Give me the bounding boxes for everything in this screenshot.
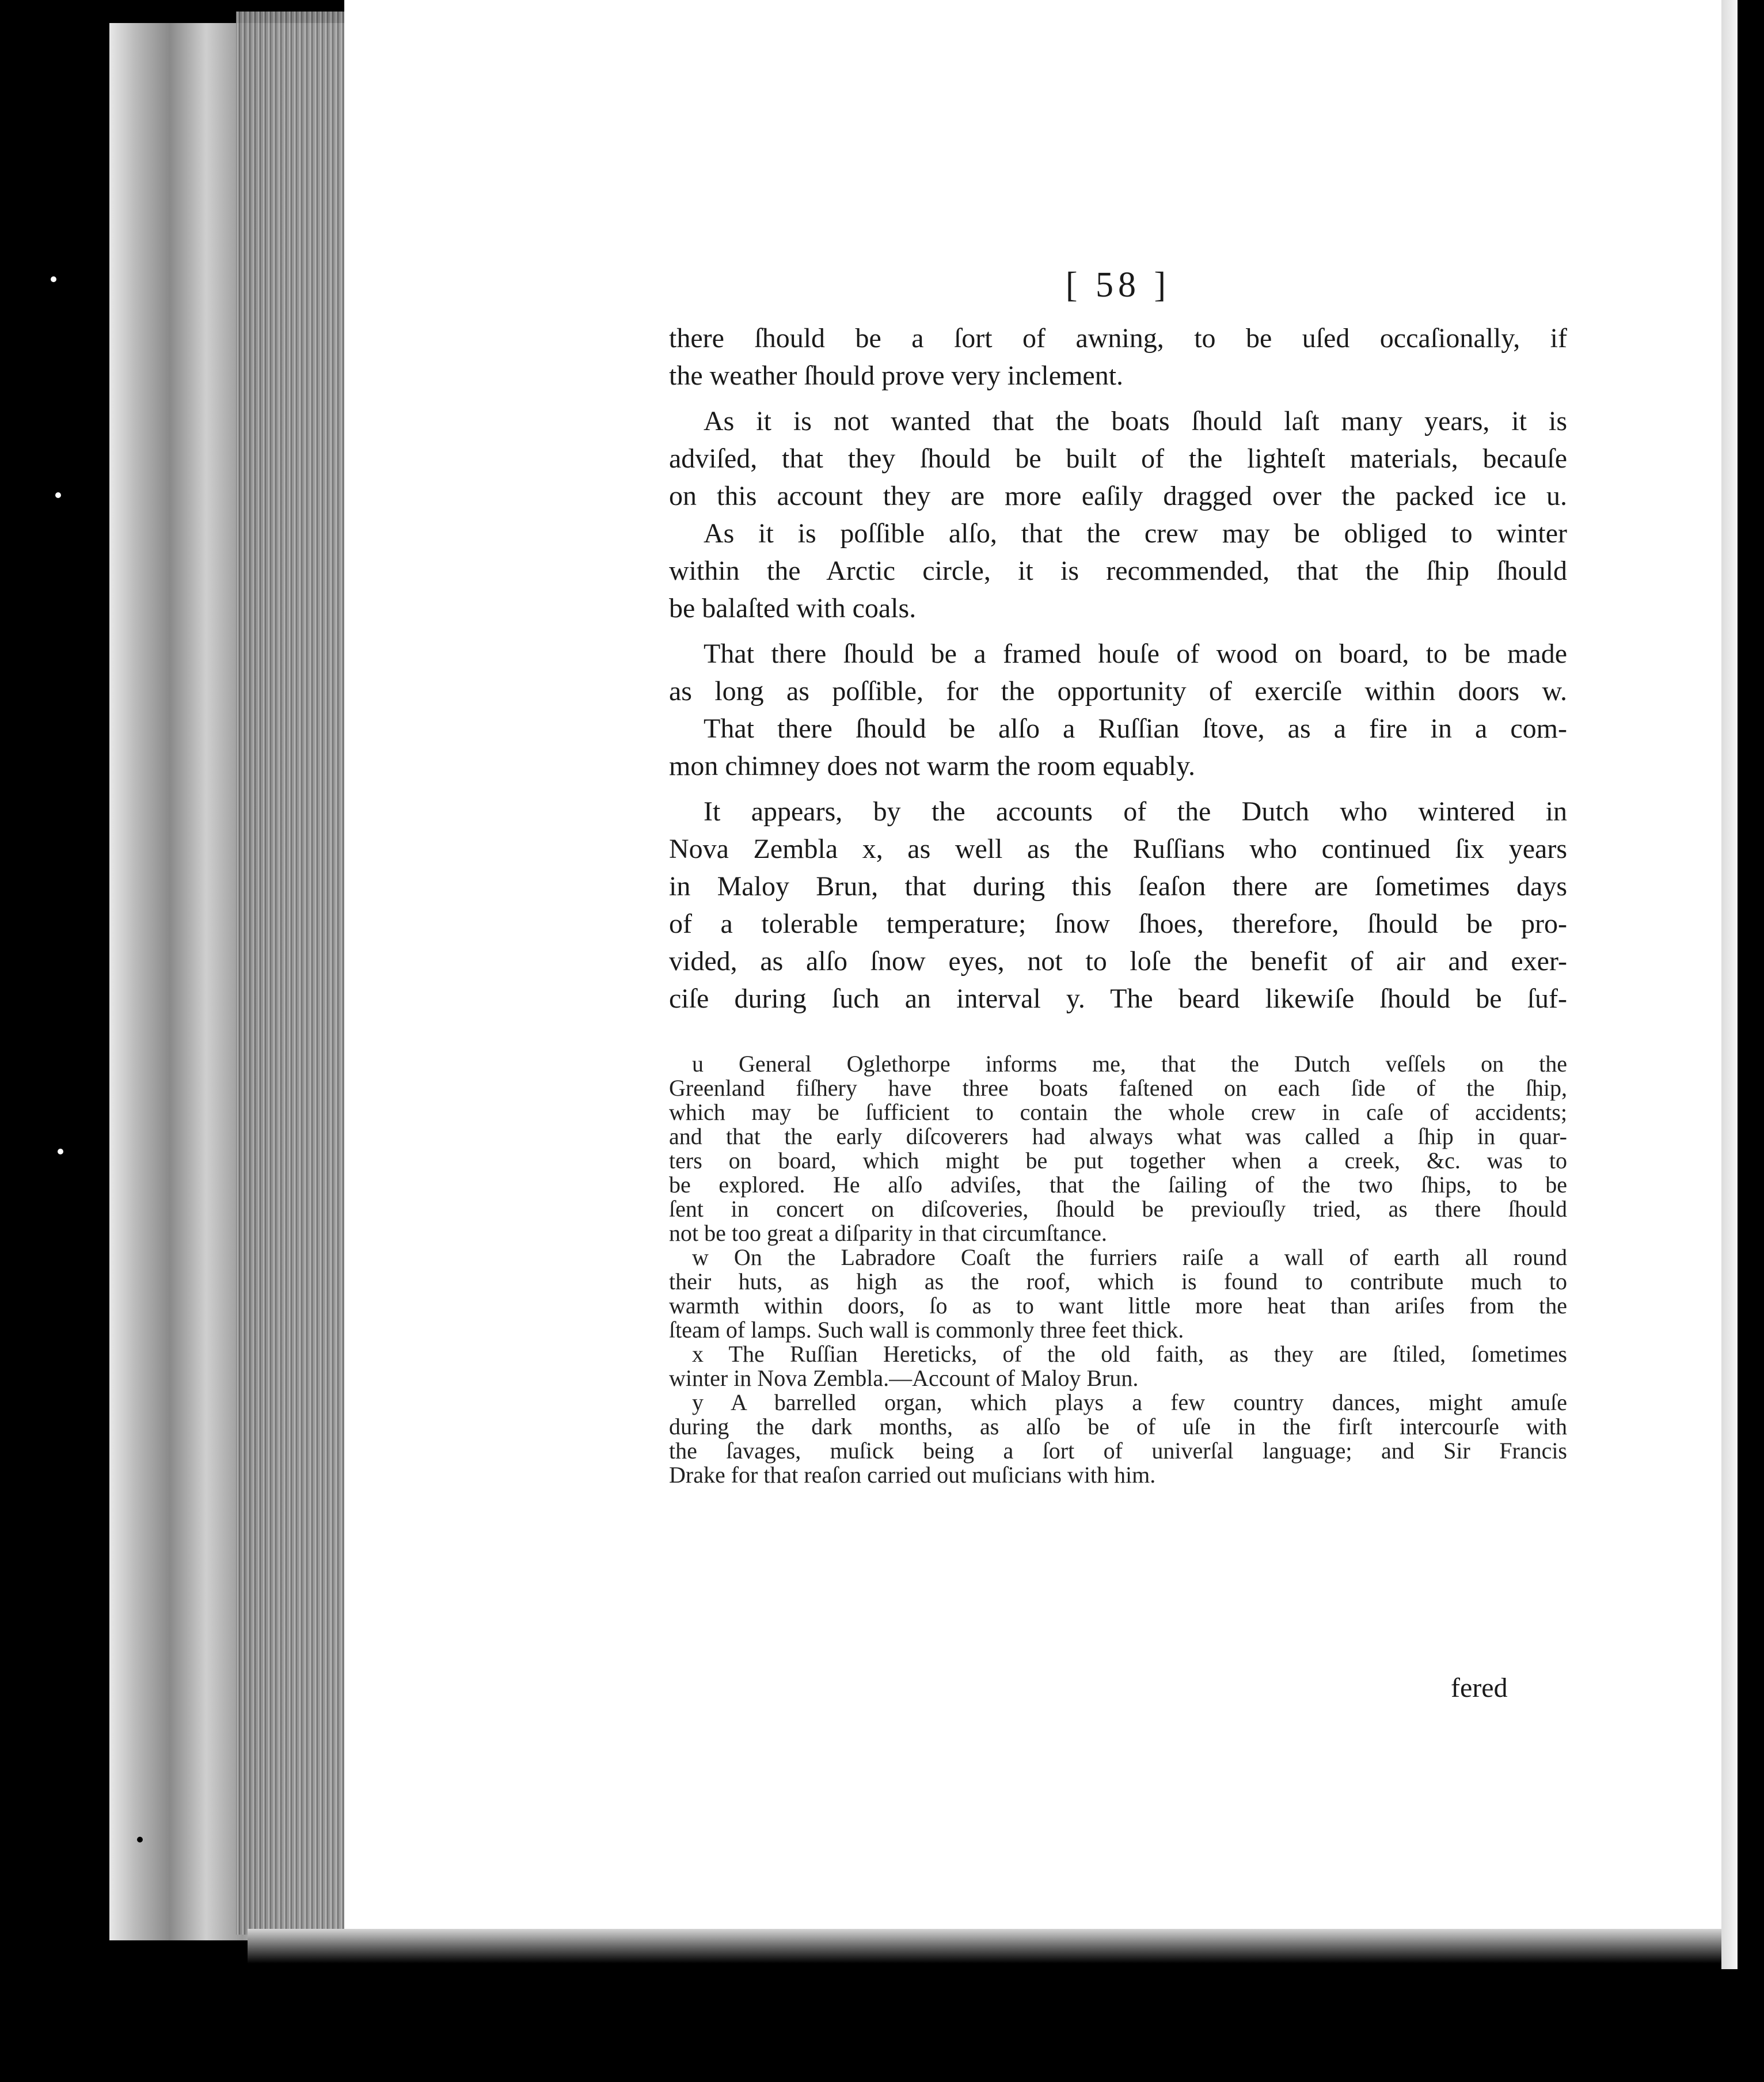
body-line: on this account they are more eaſily dragged over the packed ice u.: [669, 481, 1567, 511]
footnote-line: ters on board, which might be put together when a creek, &c. was to: [669, 1148, 1567, 1173]
page-right-edge: [1721, 0, 1738, 1969]
footnote-line: x The Ruſſian Hereticks, of the old faith, as they are ſtiled, ſometimes: [692, 1341, 1567, 1367]
body-line: as long as poſſible, for the opportunity of exerciſe within doors w.: [669, 676, 1567, 706]
scan-speck: [55, 492, 61, 498]
body-line: As it is not wanted that the boats ſhould laſt many years, it is: [704, 406, 1567, 436]
scan-speck: [58, 1149, 63, 1154]
body-line: As it is poſſible alſo, that the crew may be obliged to winter: [704, 518, 1567, 549]
body-line: vided, as alſo ſnow eyes, not to loſe the benefit of air and exer-: [669, 946, 1567, 977]
body-line: be balaſted with coals.: [669, 593, 917, 624]
footnote-line: winter in Nova Zembla.—Account of Maloy Brun.: [669, 1365, 1139, 1391]
footnote-line: not be too great a diſparity in that circumſtance.: [669, 1220, 1107, 1246]
scan-speck: [137, 1837, 143, 1842]
footnote-line: and that the early diſcoverers had always what was called a ſhip in quar-: [669, 1123, 1567, 1149]
footnote-line: y A barrelled organ, which plays a few country dances, might amuſe: [692, 1389, 1567, 1415]
footnote-line: Greenland fiſhery have three boats faſtened on each ſide of the ſhip,: [669, 1075, 1567, 1101]
body-line: there ſhould be a ſort of awning, to be uſed occaſionally, if: [669, 323, 1567, 354]
body-line: That there ſhould be alſo a Ruſſian ſtove, as a fire in a com-: [704, 713, 1567, 744]
catchword: fered: [1451, 1673, 1508, 1703]
body-text: [669, 320, 1567, 1017]
footnote-line: be explored. He alſo adviſes, that the ſailing of the two ſhips, to be: [669, 1172, 1567, 1198]
footnote-line: Drake for that reaſon carried out muſicians with him.: [669, 1462, 1156, 1488]
body-line: adviſed, that they ſhould be built of the lighteſt materials, becauſe: [669, 443, 1567, 474]
footnote-line: ſent in concert on diſcoveries, ſhould be previouſly tried, as there ſhould: [669, 1196, 1567, 1222]
footnote-line: the ſavages, muſick being a ſort of univerſal language; and Sir Francis: [669, 1438, 1567, 1464]
scan-speck: [51, 276, 56, 282]
footnotes: [669, 1052, 1567, 1487]
body-line: Nova Zembla x, as well as the Ruſſians who continued ſix years: [669, 834, 1567, 864]
footnote-line: w On the Labradore Coaſt the furriers raiſe a wall of earth all round: [692, 1244, 1567, 1270]
page-number: [ 58 ]: [1065, 265, 1171, 305]
body-line: within the Arctic circle, it is recommended, that the ſhip ſhould: [669, 556, 1567, 586]
body-line: mon chimney does not warm the room equably.: [669, 751, 1196, 781]
body-line: ciſe during ſuch an interval y. The beard likewiſe ſhould be ſuf-: [669, 983, 1567, 1014]
page-text: [669, 265, 1567, 1487]
body-line: It appears, by the accounts of the Dutch who wintered in: [704, 796, 1567, 827]
body-line: of a tolerable temperature; ſnow ſhoes, therefore, ſhould be pro-: [669, 909, 1567, 939]
body-line: the weather ſhould prove very inclement.: [669, 360, 1124, 391]
footnote-line: u General Oglethorpe informs me, that the Dutch veſſels on the: [692, 1051, 1567, 1077]
body-line: That there ſhould be a framed houſe of wood on board, to be made: [704, 639, 1567, 669]
book-binding-edge: [236, 12, 351, 1935]
footnote-line: which may be ſufficient to contain the whole crew in caſe of accidents;: [669, 1099, 1567, 1125]
page-bottom-shadow: [248, 1929, 1721, 1963]
footnote-line: warmth within doors, ſo as to want little more heat than ariſes from the: [669, 1293, 1567, 1319]
footnote-line: during the dark months, as alſo be of uſe in the firſt intercourſe with: [669, 1414, 1567, 1439]
footnote-line: ſteam of lamps. Such wall is commonly three feet thick.: [669, 1317, 1184, 1343]
footnote-line: their huts, as high as the roof, which is found to contribute much to: [669, 1268, 1567, 1294]
body-line: in Maloy Brun, that during this ſeaſon there are ſometimes days: [669, 871, 1567, 902]
